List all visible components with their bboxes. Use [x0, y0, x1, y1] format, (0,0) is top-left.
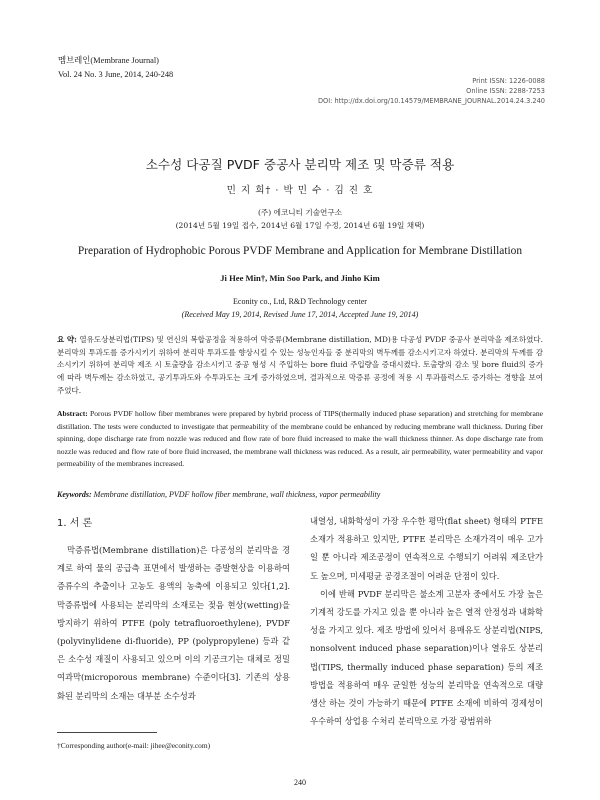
journal-header: [58, 54, 173, 82]
online-issn: Online ISSN: 2288-7253: [466, 87, 545, 95]
body-column-left: 막증류법(Membrane distillation)은 다공성의 분리막을 경계로 하여 물의 공급측 표면에서 발생하는 증발현상을 이용하여 증류수의 추출이나 고농도 용액의 농축에 이용되고 있다[1,2]. 막증류법에 사용되는 분리막의 소재로는 젖음 현상(wetting)을 방지하기 위하여 PTFE (poly tetrafluoroethylene), PVDF (polyvinylidene di-fluoride), PP (polypropylene) 등과 같은 소수성 재질이 사용되고 있으며 이의 기공크기는 대체로 정밀여과막(microporous membrane) 수준이다[3]. 기존의 상용화된 분리막의 소재는 대부분 소수성과: [57, 545, 290, 701]
dates-english: (Received May 19, 2014, Revised June 17, 2014, Accepted June 19, 2014): [181, 310, 419, 319]
issn-block: [318, 76, 545, 106]
paper-title-korean: 소수성 다공질 PVDF 중공사 분리막 제조 및 막증류 적용: [145, 157, 455, 172]
abstract-english: [57, 408, 543, 471]
authors-korean: 민 지 희† · 박 민 수 · 김 진 호: [226, 185, 374, 196]
dates-korean: (2014년 5월 19일 접수, 2014년 6월 17일 수정, 2014년 6월 19일 채택): [175, 221, 425, 230]
body-paragraph: 이에 반해 PVDF 분리막은 불소계 고분자 중에서도 가장 높은 기계적 강도를 가지고 있을 뿐 아니라 높은 열적 안정성과 내화학성을 가지고 있다. 제조 방법에 있어서 용매유도 상분리법(NIPS, nonsolvent induced phase separation)이나 열유도 상분리법(TIPS, thermally induced phase separation) 등의 제조 방법을 적용하여 매우 균일한 성능의 분리막을 연속적으로 대량 생산 하는 것이 가능하기 때문에 PTFE 소재에 비하여 경제성이 우수하여 상업용 수처리 분리막으로 가장 광범위하: [310, 588, 543, 727]
abstract-korean-label: 요 약:: [57, 335, 77, 344]
keywords-label: Keywords:: [57, 490, 92, 499]
footnote-divider: [57, 732, 157, 733]
abstract-english-label: Abstract:: [57, 409, 88, 418]
page-number: 240: [294, 778, 306, 787]
section-heading-introduction: 1. 서 론: [57, 518, 93, 529]
abstract-english-text: Porous PVDF hollow fiber membranes were prepared by hybrid process of TIPS(thermally induced phase separation) and stretching for membrane distillation. The tests were conducted to investigate that permeability of the membrane could be enhanced by reducing membrane wall thickness. During fiber spinning, dope discharge rate from nozzle was reduced and flow rate of bore fluid increased to make the wall thickness thinner. As dope discharge rate from nozzle was reduced and flow rate of bore fluid increased, the membrane wall thickness was reduced. As a result, air permeability, water permeability and vapor permeability of the membranes increased.: [57, 409, 543, 469]
abstract-korean-text: 열유도상분리법(TIPS) 및 연신의 복합공정을 적용하여 막증류(Membrane distillation, MD)용 다공성 PVDF 중공사 분리막을 제조하였다. 분리막의 투과도를 증가시키기 위하여 분리막 투과도를 향상시킬 수 있는 성능인자들 중 분리막의 벽두께를 감소시키고자 하였다. 분리막의 두께를 감소시키기 위하여 분리막 제조 시 토출량을 감소시키고 중공 형성 시 주입하는 bore fluid 주입량을 증대시켰다. 토출량의 감소 및 bore fluid의 증가에 따라 벽두께는 감소하였고, 공기투과도와 수투과도는 크게 증가하였으며, 결과적으로 막증류 공정에 적용 시 투과플럭스도 증가하는 경향을 보여 주었다.: [57, 335, 544, 395]
authors-english: Ji Hee Min†, Min Soo Park, and Jinho Kim: [220, 273, 380, 283]
journal-issue: Vol. 24 No. 3 June, 2014, 240-248: [58, 70, 174, 79]
print-issn: Print ISSN: 1226-0088: [472, 77, 545, 85]
keywords-text: Membrane distillation, PVDF hollow fiber membrane, wall thickness, vapor permeability: [93, 490, 381, 499]
affiliation-korean: (주) 에코니티 기술연구소: [257, 208, 343, 217]
keywords: [57, 490, 543, 499]
footnote-corresponding-author: †Corresponding author(e-mail: jihee@econity.com): [57, 741, 211, 750]
affiliation-english: Econity co., Ltd, R&D Technology center: [233, 297, 367, 306]
paper-title-english: Preparation of Hydrophobic Porous PVDF Membrane and Application for Membrane Distillation: [77, 245, 523, 257]
body-paragraph: 내열성, 내화학성이 가장 우수한 평막(flat sheet) 형태의 PTFE소재가 적용하고 있지만, PTFE 분리막은 소재가격이 매우 고가일 뿐 아니라 제조공정이 연속적으로 수행되기 어려워 제조단가도 높으며, 미세평균 공경조절이 어려운 단점이 있다.: [310, 516, 543, 581]
journal-name: 멤브레인(Membrane Journal): [58, 56, 159, 65]
body-column-right: [310, 512, 543, 730]
abstract-korean: [57, 334, 543, 398]
doi-link[interactable]: DOI: http://dx.doi.org/10.14579/MEMBRANE_JOURNAL.2014.24.3.240: [317, 97, 545, 105]
